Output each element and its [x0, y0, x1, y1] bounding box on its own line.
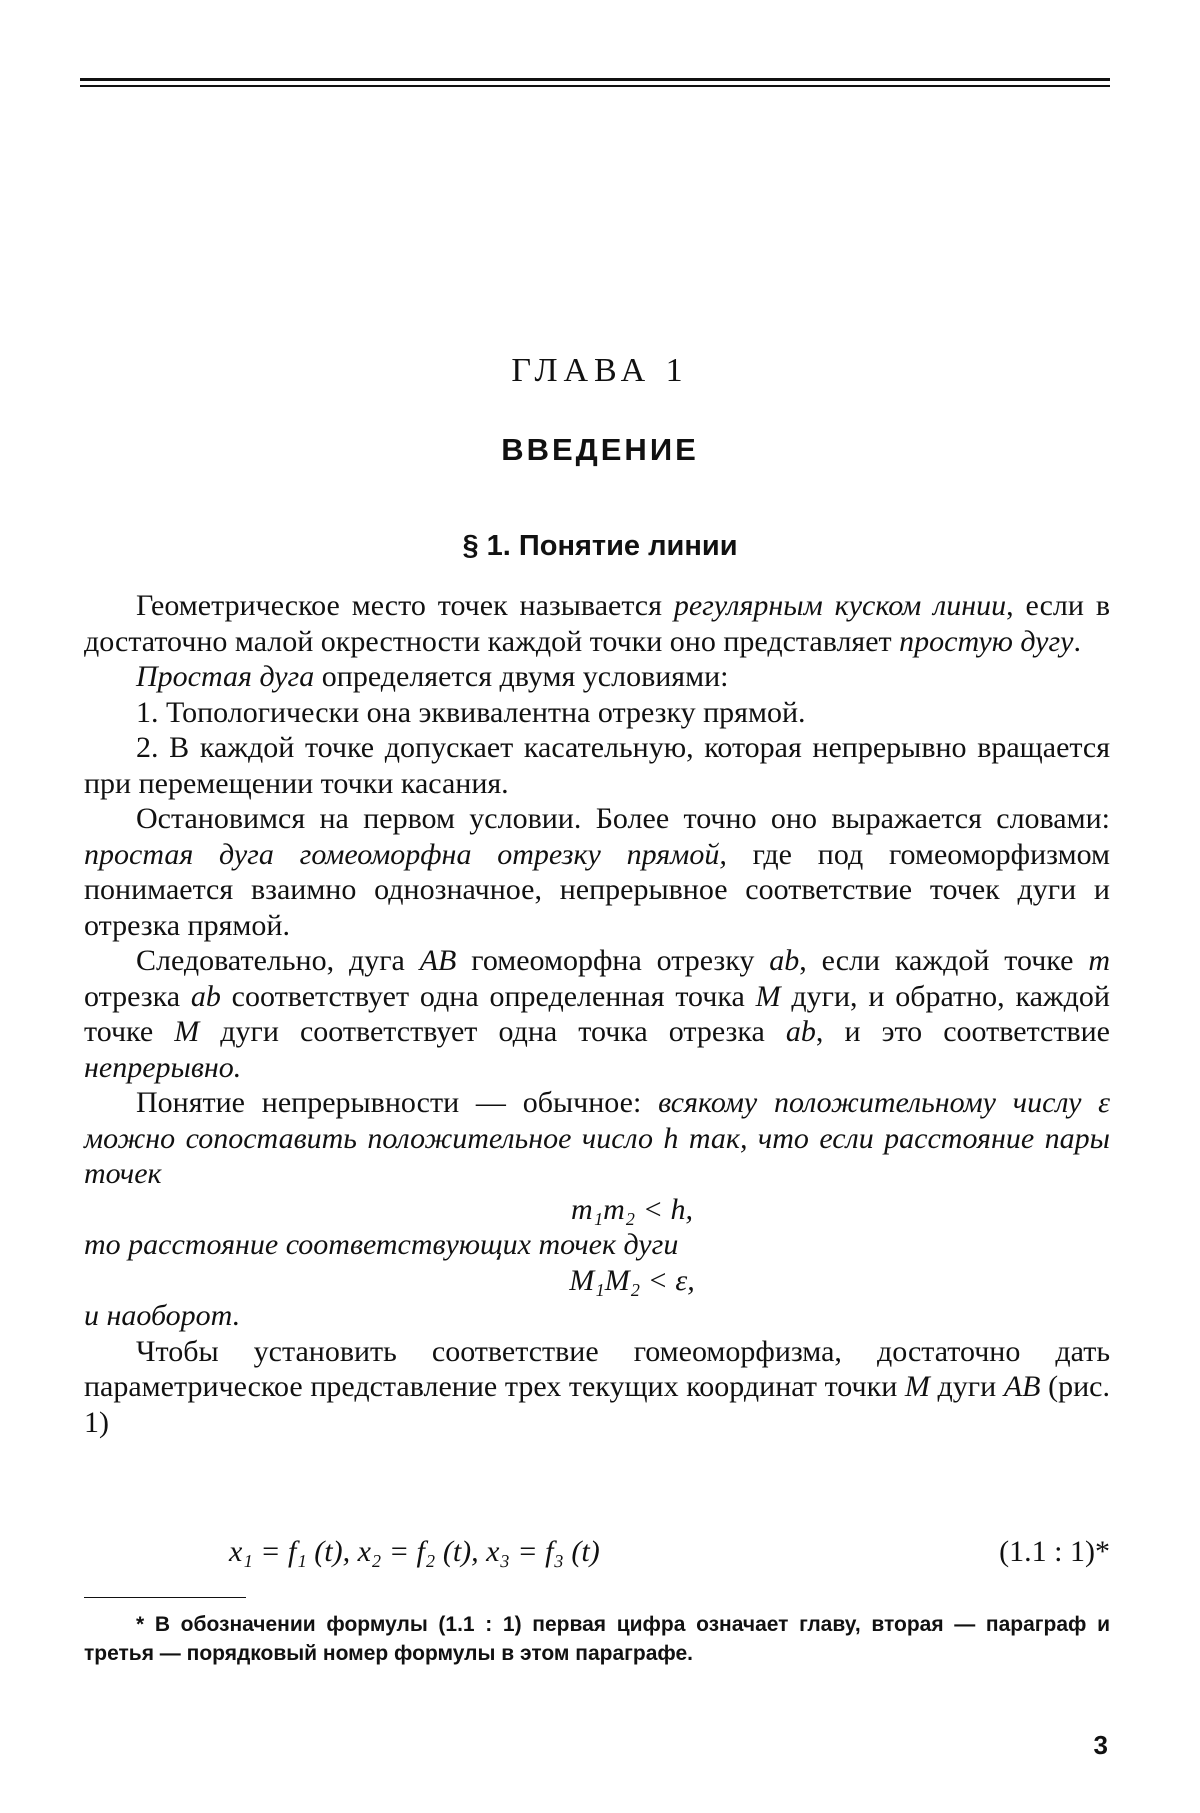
- paragraph-6: Следовательно, дуга AB гомеоморфна отрезку ab, если каждой точке m отрезка ab соответствует одна определенная точка M дуги, и обратно, каждой точке M дуги соответствует одна точка отрезка ab, и это соответствие непрерывно.: [84, 944, 1111, 1084]
- paragraph-7: Понятие непрерывности — обычное: всякому положительному числу ε можно сопоставить положительное число h так, что если расстояние пары точек: [84, 1086, 1111, 1190]
- page-number: 3: [1093, 1730, 1108, 1760]
- top-rule: [80, 78, 1110, 87]
- paragraph-10: Чтобы установить соответствие гомеоморфизма, достаточно дать параметрическое представление трех текущих координат точки M дуги AB (рис. 1): [84, 1334, 1110, 1439]
- equation-number: (1.1 : 1)*: [999, 1535, 1110, 1568]
- chapter-number: ГЛАВА 1: [511, 352, 689, 389]
- footnote: [84, 1610, 1110, 1668]
- condition-1: 1. Топологически она эквивалентна отрезку прямой.: [136, 695, 806, 729]
- paragraph-2: Простая дуга определяется двумя условиями:: [136, 660, 729, 693]
- equation: x₁ = f₁ (t), x₂ = f₂ (t), x₃ = f₃ (t): [229, 1535, 600, 1568]
- condition-2: 2. В каждой точке допускает касательную, которая непрерывно вращается при перемещении точки касания.: [84, 731, 1110, 800]
- paragraph-1: Геометрическое место точек называется регулярным куском линии, если в достаточно малой окрестности каждой точки оно представляет простую дугу.: [84, 589, 1110, 658]
- formula-1: m₁m₂ < h,: [571, 1192, 693, 1226]
- body-text: [84, 588, 1110, 1440]
- formula-2: M₁M₂ < ε,: [569, 1263, 695, 1297]
- section-heading: § 1. Понятие линии: [462, 530, 738, 562]
- footnote-text: * В обозначении формулы (1.1 : 1) первая цифра означает главу, вторая — параграф и третья — порядковый номер формулы в этом параграфе.: [84, 1613, 1110, 1665]
- footnote-rule: [84, 1597, 246, 1598]
- paragraph-8: то расстояние соответствующих точек дуги: [84, 1228, 679, 1261]
- chapter-title: ВВЕДЕНИЕ: [501, 432, 699, 467]
- paragraph-9: и наоборот.: [84, 1299, 241, 1332]
- paragraph-5: Остановимся на первом условии. Более точно оно выражается словами: простая дуга гомеоморфна отрезку прямой, где под гомеоморфизмом понимается взаимно однозначное, непрерывное соответствие точек дуги и отрезка прямой.: [84, 802, 1110, 942]
